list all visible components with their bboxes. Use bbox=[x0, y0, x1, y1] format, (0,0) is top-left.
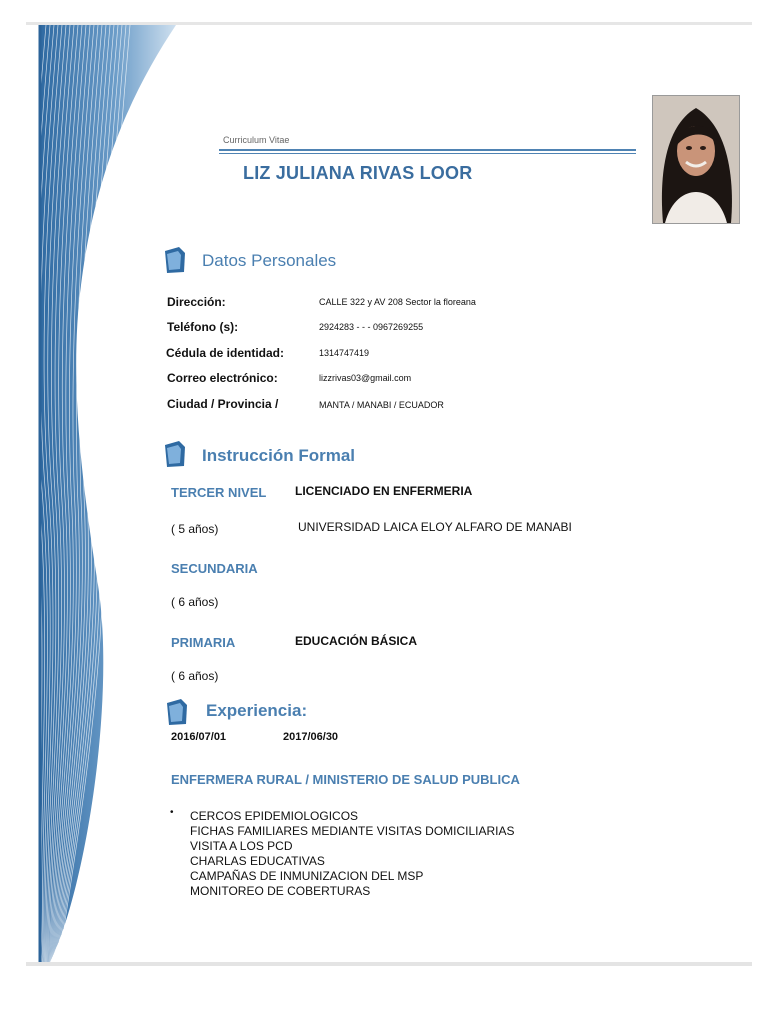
level-tercer-nivel: TERCER NIVEL bbox=[171, 485, 267, 500]
top-margin bbox=[0, 0, 768, 24]
level-primaria: PRIMARIA bbox=[171, 635, 236, 650]
candidate-name: LIZ JULIANA RIVAS LOOR bbox=[243, 163, 473, 183]
list-item: CAMPAÑAS DE INMUNIZACION DEL MSP bbox=[190, 869, 424, 883]
list-item: VISITA A LOS PCD bbox=[190, 839, 293, 853]
header-rule bbox=[219, 149, 636, 151]
institution-tercer-nivel: UNIVERSIDAD LAICA ELOY ALFARO DE MANABI bbox=[298, 520, 572, 534]
section-title-personal: Datos Personales bbox=[202, 251, 337, 270]
label-cedula: Cédula de identidad: bbox=[166, 346, 285, 360]
value-telefono: 2924283 - - - 0967269255 bbox=[319, 322, 424, 332]
degree-tercer-nivel: LICENCIADO EN ENFERMERIA bbox=[295, 484, 473, 498]
list-item: CERCOS EPIDEMIOLOGICOS bbox=[190, 809, 359, 823]
cv-page bbox=[26, 25, 752, 962]
value-ciudad: MANTA / MANABI / ECUADOR bbox=[319, 400, 444, 410]
value-cedula: 1314747419 bbox=[319, 348, 370, 358]
job-title: ENFERMERA RURAL / MINISTERIO DE SALUD PUBLICA bbox=[171, 772, 520, 787]
label-telefono: Teléfono (s): bbox=[167, 320, 239, 334]
document-icon bbox=[162, 439, 188, 469]
years-primaria: ( 6 años) bbox=[171, 669, 219, 683]
years-tercer-nivel: ( 5 años) bbox=[171, 522, 219, 536]
level-secundaria: SECUNDARIA bbox=[171, 561, 258, 576]
page-bottom-edge bbox=[26, 962, 752, 966]
list-item: MONITOREO DE COBERTURAS bbox=[190, 884, 371, 898]
document-icon bbox=[164, 697, 190, 727]
cv-label: Curriculum Vitae bbox=[223, 135, 290, 145]
header-rule-thin bbox=[219, 153, 636, 154]
list-item: FICHAS FAMILIARES MEDIANTE VISITAS DOMICILIARIAS bbox=[190, 824, 515, 838]
bullet-marker: • bbox=[170, 807, 174, 818]
value-correo: lizzrivas03@gmail.com bbox=[319, 373, 412, 383]
task-list bbox=[190, 809, 515, 899]
label-direccion: Dirección: bbox=[167, 295, 226, 309]
label-correo: Correo electrónico: bbox=[167, 371, 278, 385]
value-direccion: CALLE 322 y AV 208 Sector la floreana bbox=[319, 297, 476, 307]
label-ciudad: Ciudad / Provincia / bbox=[167, 397, 279, 411]
section-title-experience: Experiencia: bbox=[206, 701, 308, 720]
degree-primaria: EDUCACIÓN BÁSICA bbox=[295, 634, 418, 648]
profile-photo bbox=[652, 95, 740, 224]
section-title-education: Instrucción Formal bbox=[202, 446, 356, 465]
document-icon bbox=[162, 245, 188, 275]
experience-end-date: 2017/06/30 bbox=[283, 731, 339, 743]
list-item: CHARLAS EDUCATIVAS bbox=[190, 854, 325, 868]
years-secundaria: ( 6 años) bbox=[171, 595, 219, 609]
experience-start-date: 2016/07/01 bbox=[171, 731, 227, 743]
